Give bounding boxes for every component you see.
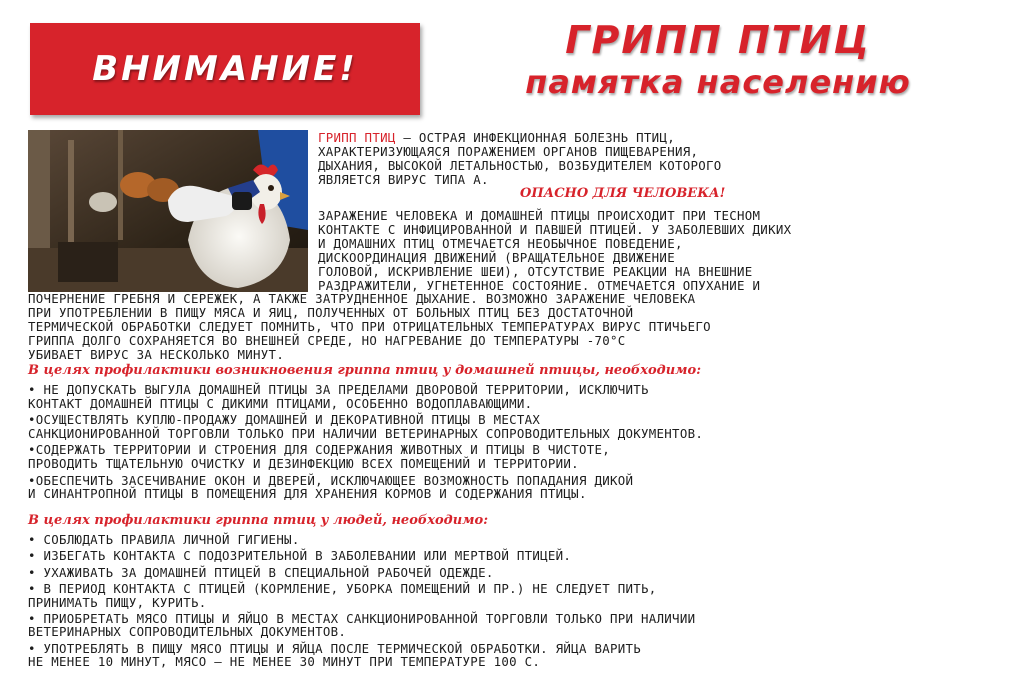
body-line: КОНТАКТЕ С ИНФИЦИРОВАННОЙ И ПАВШЕЙ ПТИЦЕЙ. У ЗАБОЛЕВШИХ ДИКИХ (318, 221, 792, 237)
body-text-narrow (318, 209, 791, 292)
list-item: • УПОТРЕБЛЯТЬ В ПИЩУ МЯСО ПТИЦЫ И ЯЙЦА ПОСЛЕ ТЕРМИЧЕСКОЙ ОБРАБОТКИ. ЯЙЦА ВАРИТЬ НЕ МЕНЕЕ 10 МИНУТ, МЯСО – НЕ МЕНЕЕ 30 МИНУТ ПРИ ТЕМПЕРАТУРЕ 100 С. (28, 640, 642, 670)
title-line-2: памятка населению (525, 63, 911, 101)
list-item: •СОДЕРЖАТЬ ТЕРРИТОРИИ И СТРОЕНИЯ ДЛЯ СОДЕРЖАНИЯ ЖИВОТНЫХ И ПТИЦЫ В ЧИСТОТЕ, ПРОВОДИТЬ ТЩАТЕЛЬНУЮ ОЧИСТКУ И ДЕЗИНФЕКЦИЮ ВСЕХ ПОМЕЩЕНИЙ И ТЕРРИТОРИИ. (28, 442, 610, 471)
title-line-1: ГРИПП ПТИЦ (565, 18, 871, 62)
intro-text (318, 131, 722, 187)
attention-banner (30, 23, 420, 115)
list-item: • ИЗБЕГАТЬ КОНТАКТА С ПОДОЗРИТЕЛЬНОЙ В ЗАБОЛЕВАНИИ ИЛИ МЕРТВОЙ ПТИЦЕЙ. (28, 548, 572, 564)
section-2-heading: В целях профилактики гриппа птиц у людей, необходимо: (28, 513, 489, 528)
body-line: И ДОМАШНИХ ПТИЦ ОТМЕЧАЕТСЯ НЕОБЫЧНОЕ ПОВЕДЕНИЕ, (318, 235, 683, 251)
danger-heading: ОПАСНО ДЛЯ ЧЕЛОВЕКА! (520, 186, 726, 201)
list-item: • СОБЛЮДАТЬ ПРАВИЛА ЛИЧНОЙ ГИГИЕНЫ. (28, 532, 300, 547)
body-line: ГОЛОВОЙ, ИСКРИВЛЕНИЕ ШЕИ), ОТСУТСТВИЕ РЕАКЦИИ НА ВНЕШНИЕ (318, 263, 753, 279)
section-1-list (28, 383, 703, 501)
body-line: ПОЧЕРНЕНИЕ ГРЕБНЯ И СЕРЕЖЕК, А ТАКЖЕ ЗАТРУДНЕННОЕ ДЫХАНИЕ. ВОЗМОЖНО ЗАРАЖЕНИЕ ЧЕЛОВЕКА (28, 291, 696, 306)
body-text-wide (28, 292, 711, 362)
intro-line-4: ЯВЛЯЕТСЯ ВИРУС ТИПА А. (318, 171, 489, 187)
body-line: ГРИППА ДОЛГО СОХРАНЯЕТСЯ ВО ВНЕШНЕЙ СРЕДЕ, НО НАГРЕВАНИЕ ДО ТЕМПЕРАТУРЫ -70°С (28, 332, 626, 348)
body-line: ЗАРАЖЕНИЕ ЧЕЛОВЕКА И ДОМАШНЕЙ ПТИЦЫ ПРОИСХОДИТ ПРИ ТЕСНОМ (318, 208, 761, 223)
list-item: • НЕ ДОПУСКАТЬ ВЫГУЛА ДОМАШНЕЙ ПТИЦЫ ЗА ПРЕДЕЛАМИ ДВОРОВОЙ ТЕРРИТОРИИ, ИСКЛЮЧИТЬ КОНТАКТ ДОМАШНЕЙ ПТИЦЫ С ДИКИМИ ПТИЦАМИ, ОСОБЕННО ВОДОПЛАВАЮЩИМИ. (28, 382, 649, 411)
chicken-photo (28, 130, 308, 292)
list-item: •ОСУЩЕСТВЛЯТЬ КУПЛЮ-ПРОДАЖУ ДОМАШНЕЙ И ДЕКОРАТИВНОЙ ПТИЦЫ В МЕСТАХ САНКЦИОНИРОВАННОЙ ТОРГОВЛИ ТОЛЬКО ПРИ НАЛИЧИИ ВЕТЕРИНАРНЫХ СОПРОВОДИТЕЛЬНЫХ ДОКУМЕНТОВ. (28, 412, 704, 441)
body-line: УБИВАЕТ ВИРУС ЗА НЕСКОЛЬКО МИНУТ. (28, 346, 285, 362)
section-2-list (28, 533, 695, 669)
intro-line-3: ДЫХАНИЯ, ВЫСОКОЙ ЛЕТАЛЬНОСТЬЮ, ВОЗБУДИТЕЛЕМ КОТОРОГО (318, 157, 722, 173)
body-line: ПРИ УПОТРЕБЛЕНИИ В ПИЩУ МЯСА И ЯИЦ, ПОЛУЧЕННЫХ ОТ БОЛЬНЫХ ПТИЦ БЕЗ ДОСТАТОЧНОЙ (28, 304, 634, 320)
list-item: • В ПЕРИОД КОНТАКТА С ПТИЦЕЙ (КОРМЛЕНИЕ, УБОРКА ПОМЕЩЕНИЙ И ПР.) НЕ СЛЕДУЕТ ПИТЬ, ПРИНИМАТЬ ПИЩУ, КУРИТЬ. (28, 581, 657, 610)
body-line: ДИСКООРДИНАЦИЯ ДВИЖЕНИЙ (ВРАЩАТЕЛЬНОЕ ДВИЖЕНИЕ (318, 249, 675, 265)
page-title (458, 18, 978, 102)
section-1-heading: В целях профилактики возникновения гриппа птиц у домашней птицы, необходимо: (28, 363, 701, 378)
intro-line-1: – ОСТРАЯ ИНФЕКЦИОННАЯ БОЛЕЗНЬ ПТИЦ, (395, 130, 675, 145)
list-item: • ПРИОБРЕТАТЬ МЯСО ПТИЦЫ И ЯЙЦО В МЕСТАХ САНКЦИОНИРОВАННОЙ ТОРГОВЛИ ТОЛЬКО ПРИ НАЛИЧИИ ВЕТЕРИНАРНЫХ СОПРОВОДИТЕЛЬНЫХ ДОКУМЕНТОВ. (28, 611, 696, 640)
body-line: ТЕРМИЧЕСКОЙ ОБРАБОТКИ СЛЕДУЕТ ПОМНИТЬ, ЧТО ПРИ ОТРИЦАТЕЛЬНЫХ ТЕМПЕРАТУРАХ ВИРУС ПТИЧЬЕГО (28, 318, 711, 334)
banner-text: ВНИМАНИЕ! (92, 49, 358, 89)
body-line: РАЗДРАЖИТЕЛИ, УГНЕТЕННОЕ СОСТОЯНИЕ. ОТМЕЧАЕТСЯ ОПУХАНИЕ И (318, 277, 761, 293)
list-item: •ОБЕСПЕЧИТЬ ЗАСЕЧИВАНИЕ ОКОН И ДВЕРЕЙ, ИСКЛЮЧАЮЩЕЕ ВОЗМОЖНОСТЬ ПОПАДАНИЯ ДИКОЙ И СИНАНТРОПНОЙ ПТИЦЫ В ПОМЕЩЕНИЯ ДЛЯ ХРАНЕНИЯ КОРМОВ И СОДЕРЖАНИЯ ПТИЦЫ. (28, 472, 634, 502)
intro-term: ГРИПП ПТИЦ (318, 130, 396, 145)
list-item: • УХАЖИВАТЬ ЗА ДОМАШНЕЙ ПТИЦЕЙ В СПЕЦИАЛЬНОЙ РАБОЧЕЙ ОДЕЖДЕ. (28, 564, 494, 580)
intro-line-2: ХАРАКТЕРИЗУЮЩАЯСЯ ПОРАЖЕНИЕМ ОРГАНОВ ПИЩЕВАРЕНИЯ, (318, 143, 699, 159)
